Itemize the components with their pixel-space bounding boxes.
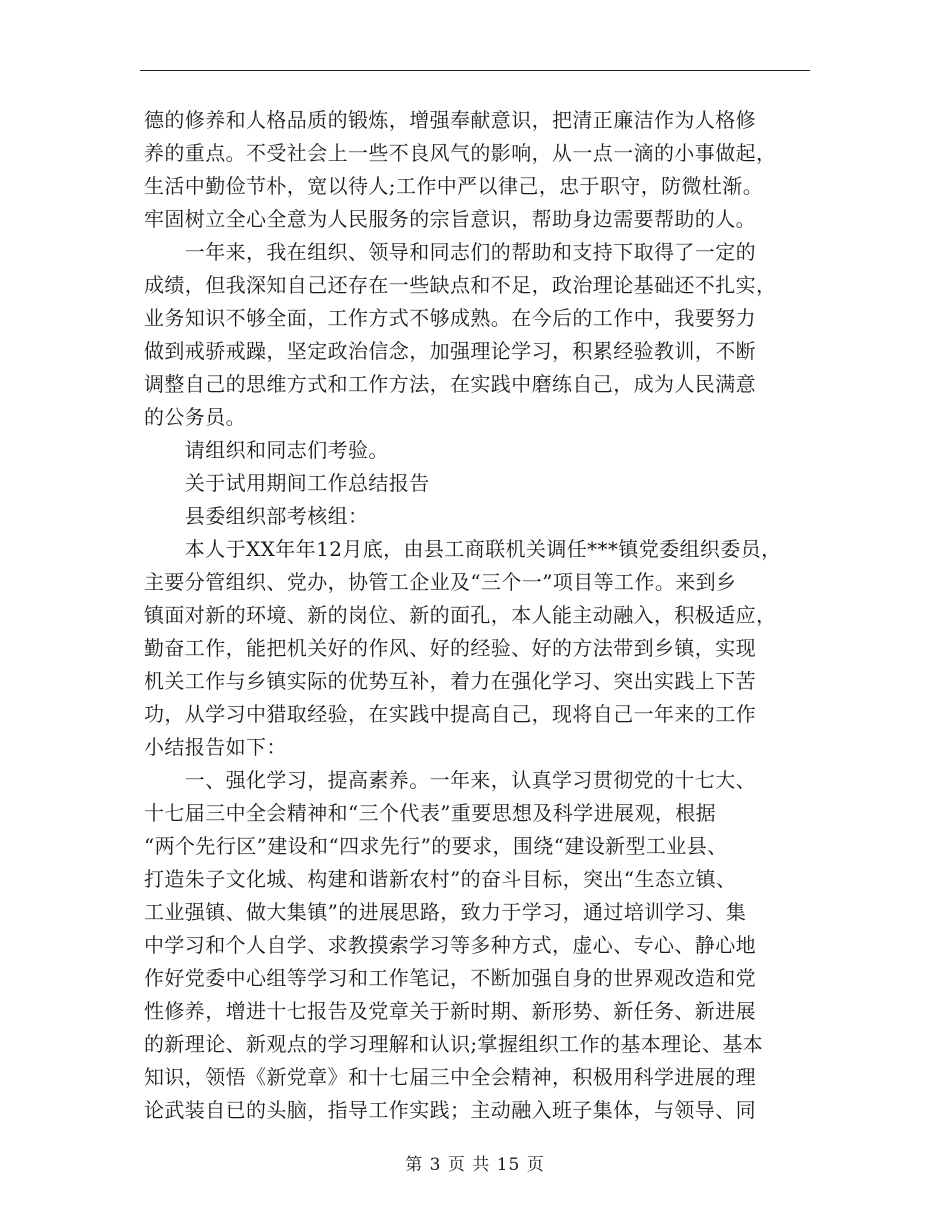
text-line: 勤奋工作，能把机关好的作风、好的经验、好的方法带到乡镇，实现: [144, 636, 756, 660]
text-line: 主要分管组织、党办，协管工企业及“三个一”项目等工作。来到乡: [144, 570, 737, 594]
document-body: [144, 104, 814, 1127]
text-line: 本人于XX年年12月底，由县工商联机关调任***镇党委组织委员，: [144, 537, 782, 561]
text-line: 德的修养和人格品质的锻炼，增强奉献意识，把清正廉洁作为人格修: [144, 108, 756, 132]
text-line: 打造朱子文化城、构建和谐新农村”的奋斗目标，突出“生态立镇、: [144, 867, 737, 891]
text-line: 成绩，但我深知自己还存在一些缺点和不足，政治理论基础还不扎实，: [144, 273, 777, 297]
text-line: 的公务员。: [144, 405, 246, 429]
text-line: 机关工作与乡镇实际的优势互补，着力在强化学习、突出实践上下苦: [144, 669, 756, 693]
text-line: 关于试用期间工作总结报告: [144, 471, 430, 495]
text-line: 请组织和同志们考验。: [144, 438, 389, 462]
text-line: 的新理论、新观点的学习理解和认识;掌握组织工作的基本理论、基本: [144, 1032, 764, 1056]
text-line: 牢固树立全心全意为人民服务的宗旨意识，帮助身边需要帮助的人。: [144, 207, 756, 231]
text-line: 养的重点。不受社会上一些不良风气的影响，从一点一滴的小事做起，: [144, 141, 777, 165]
text-line: 镇面对新的环境、新的岗位、新的面孔，本人能主动融入，积极适应，: [144, 603, 777, 627]
text-line: 生活中勤俭节朴，宽以待人;工作中严以律己，忠于职守，防微杜渐。: [144, 174, 764, 198]
text-line: 作好党委中心组等学习和工作笔记，不断加强自身的世界观改造和党: [144, 966, 756, 990]
text-line: 功，从学习中猎取经验，在实践中提高自己，现将自己一年来的工作: [144, 702, 756, 726]
text-line: 一、强化学习，提高素养。一年来，认真学习贯彻党的十七大、: [144, 768, 756, 792]
text-line: 一年来，我在组织、领导和同志们的帮助和支持下取得了一定的: [144, 240, 756, 264]
text-line: “两个先行区”建设和“四求先行”的要求，围绕“建设新型工业县、: [144, 834, 728, 858]
text-line: 性修养，增进十七报告及党章关于新时期、新形势、新任务、新进展: [144, 999, 756, 1023]
text-line: 业务知识不够全面，工作方式不够成熟。在今后的工作中，我要努力: [144, 306, 756, 330]
text-line: 小结报告如下：: [144, 735, 287, 759]
text-line: 县委组织部考核组：: [144, 504, 369, 528]
text-line: 调整自己的思维方式和工作方法，在实践中磨练自己，成为人民满意: [144, 372, 756, 396]
text-line: 知识，领悟《新党章》和十七届三中全会精神，积极用科学进展的理: [144, 1065, 756, 1089]
text-line: 十七届三中全会精神和“三个代表”重要思想及科学进展观，根据: [144, 801, 717, 825]
text-line: 工业强镇、做大集镇”的进展思路，致力于学习，通过培训学习、集: [144, 900, 747, 924]
text-line: 做到戒骄戒躁，坚定政治信念，加强理论学习，积累经验教训，不断: [144, 339, 756, 363]
text-line: 中学习和个人自学、求教摸索学习等多种方式，虚心、专心、静心地: [144, 933, 756, 957]
page-number: 第 3 页 共 15 页: [405, 1155, 545, 1175]
header-rule: [140, 70, 810, 71]
text-line: 论武装自已的头脑，指导工作实践；主动融入班子集体，与领导、同: [144, 1098, 756, 1122]
